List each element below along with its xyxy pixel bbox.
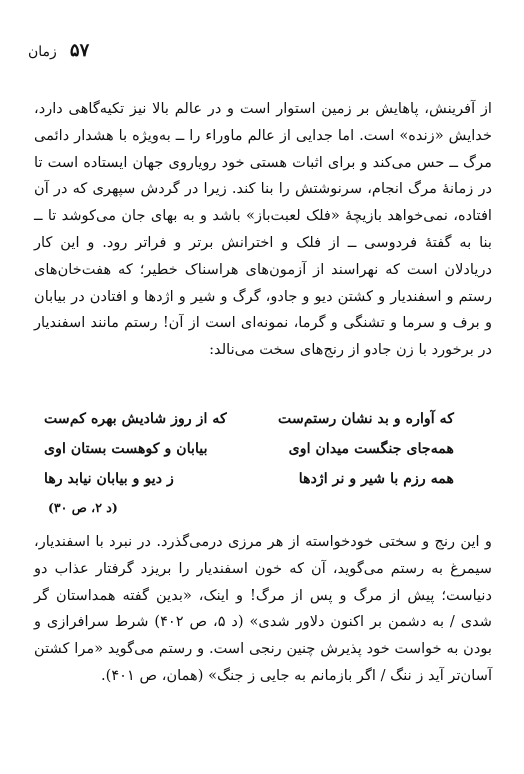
verse-hemistich-left: که از روز شادیش بهره کم‌ست	[44, 411, 227, 427]
verse-hemistich-right: که آواره و بد نشان رستم‌ست	[278, 411, 454, 427]
verse-hemistich-right: همه‌جای جنگست میدان اوی	[288, 441, 454, 457]
body-paragraph-2: و این رنج و سختی خودخواسته از هر مرزی درمی‌گذرد. در نبرد با اسفندیار، سیمرغ به رستم می‌گوید، آن که خون اسفندیار را بریزد گرفتار عذاب دو دنیاست؛ پیش از مرگ و پس از مرگ! و اینک، «بدین گفته همداستان گر شدی / به دشمن بر اکنون دلاور شدی» (د ۵، ص ۴۰۲) شرط سرافرازی و بودن به خواست خود پذیرش چنین رنجی است. و رستم می‌گوید «مرا کشتن آسان‌تر آید ز ننگ / اگر بازمانم به جایی ز جنگ» (همان، ص ۴۰۱).	[34, 533, 492, 684]
verse-hemistich-left: بیابان و کوهست بستان اوی	[44, 441, 208, 457]
verse-hemistich-left: ز دیو و بیابان نیابد رها	[44, 471, 174, 487]
body-paragraph-1: از آفرینش، پاهایش بر زمین استوار است و در عالم بالا نیز تکیه‌گاهی دارد، خدایش «زنده» است. اما جدایی از عالم ماوراء را ــ به‌ویژه با هشدار دائمی مرگ ــ حس می‌کند و برای اثبات هستی خود رویاروی جهان ایستاده است تا در زمانهٔ مرگ انجام، سرنوشتش را بنا کند. زیرا در گردش سپهری که در آن افتاده، نمی‌خواهد بازیچهٔ «فلک لعبت‌باز» باشد و به بهای جان می‌کوشد تا ــ بنا به گفتهٔ فردوسی ــ از فلک و اخترانش برتر و فراتر رود. و این کار دریادلان است که نهراسند از آزمون‌های هراسناک خطیر؛ که هفت‌خان‌های رستم و اسفندیار و کشتن دیو و جادو، گرگ و شیر و اژدها و افتادن در بیابان و برف و سرما و تشنگی و گرما، نمونه‌ای است از آن! رستم مانند اسفندیار در برخورد با زن جادو از رنج‌های سخت می‌نالد:	[34, 100, 492, 359]
running-title: زمان	[28, 44, 57, 60]
verse-line-1	[44, 411, 454, 441]
verse-hemistich-right: همه رزم با شیر و نر اژدها	[298, 471, 454, 487]
verse-citation: (د ۲، ص ۳۰)	[48, 500, 118, 515]
verse-line-3	[44, 471, 454, 501]
page-number: ۵۷	[69, 40, 90, 61]
verse-block	[44, 411, 454, 501]
page-header	[28, 40, 89, 61]
verse-line-2	[44, 441, 454, 471]
